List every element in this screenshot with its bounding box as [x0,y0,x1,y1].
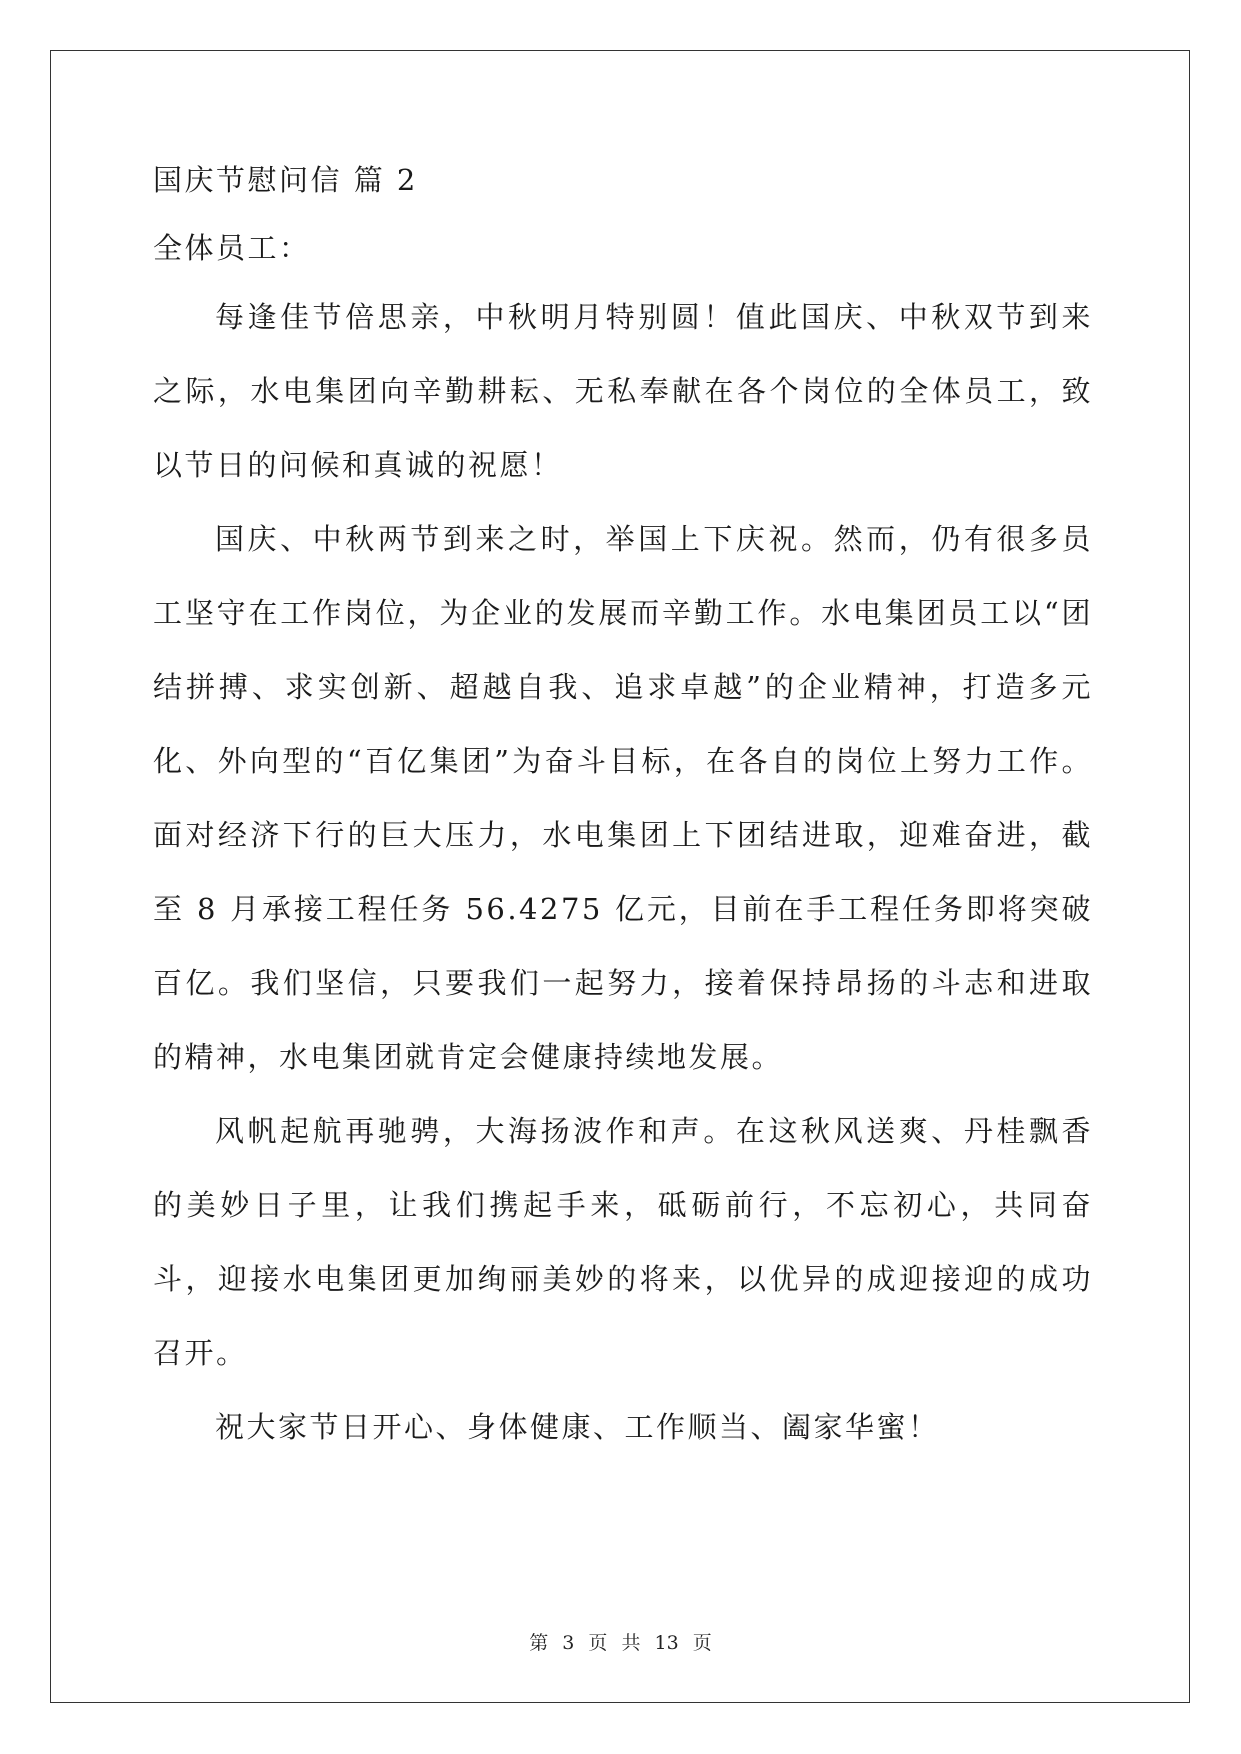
page-total: 共 13 页 [621,1632,712,1654]
letter-body [153,280,1093,1464]
document-title: 国庆节慰问信 篇 2 [153,163,418,197]
paragraph-outlook: 风帆起航再驰骋，大海扬波作和声。在这秋风送爽、丹桂飘香的美妙日子里，让我们携起手来，砥砺前行，不忘初心，共同奋斗，迎接水电集团更加绚丽美妙的将来，以优异的成迎接迎的成功召开。 [153,1114,1093,1370]
paragraph-closing-wish: 祝大家节日开心、身体健康、工作顺当、阖家华蜜！ [215,1410,940,1444]
page-footer [0,1628,1241,1655]
paragraph-achievements: 国庆、中秋两节到来之时，举国上下庆祝。然而，仍有很多员工坚守在工作岗位，为企业的发展而辛勤工作。水电集团员工以“团结拼搏、求实创新、超越自我、追求卓越”的企业精神，打造多元化、外向型的“百亿集团”为奋斗目标，在各自的岗位上努力工作。面对经济下行的巨大压力，水电集团上下团结进取，迎难奋进，截至 8 月承接工程任务 56.4275 亿元，目前在手工程任务即将突破百亿。我们坚信，只要我们一起努力，接着保持昂扬的斗志和进取的精神，水电集团就肯定会健康持续地发展。 [153,522,1093,1074]
salutation: 全体员工： [153,231,311,265]
page-number: 第 3 页 [529,1632,608,1654]
paragraph-greeting: 每逢佳节倍思亲，中秋明月特别圆！值此国庆、中秋双节到来之际，水电集团向辛勤耕耘、无私奉献在各个岗位的全体员工，致以节日的问候和真诚的祝愿！ [153,300,1093,482]
